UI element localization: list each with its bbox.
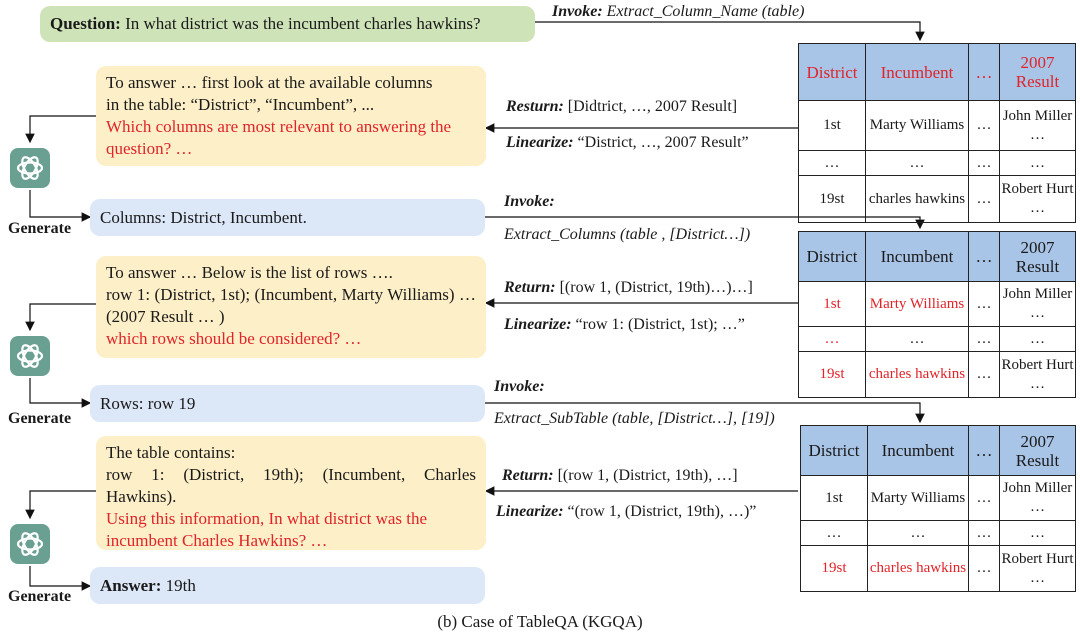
return-2: Return: [(row 1, (District, 19th)…)…] xyxy=(504,279,753,296)
t2-cell: 19st xyxy=(799,352,866,398)
t1-cell: 19st xyxy=(799,176,866,223)
t3-header-district: District xyxy=(801,426,868,476)
invoke-2-label: Invoke: xyxy=(504,193,555,210)
t1-cell: … xyxy=(799,151,866,176)
t1-cell: charles hawkins xyxy=(866,176,969,223)
t3-cell: … xyxy=(868,521,969,546)
t3-header-result: 2007 Result xyxy=(1000,426,1076,476)
t1-cell: … xyxy=(866,151,969,176)
chatgpt-logo-icon xyxy=(10,148,50,188)
t3-cell: … xyxy=(969,476,1000,521)
prompt-box-3 xyxy=(96,436,486,550)
t1-cell: … xyxy=(969,101,1000,151)
table-2 xyxy=(798,231,1076,398)
t2-header-ellipsis: … xyxy=(969,232,1000,282)
prompt-3-question: Using this information, In what district was the incumbent Charles Hawkins? … xyxy=(106,509,428,550)
t1-cell: Robert Hurt … xyxy=(1000,176,1076,223)
linearize-2: Linearize: “row 1: (District, 1st); …” xyxy=(504,316,745,333)
t1-cell: … xyxy=(969,151,1000,176)
t2-cell: … xyxy=(969,282,1000,327)
prompt-2-question: which rows should be considered? … xyxy=(106,329,362,348)
t1-header-district: District xyxy=(799,44,866,101)
t2-cell: … xyxy=(969,327,1000,352)
t2-header-district: District xyxy=(799,232,866,282)
linearize-3: Linearize: “(row 1, (District, 19th), …)” xyxy=(496,503,757,520)
t2-cell: … xyxy=(1000,327,1076,352)
columns-output: Columns: District, Incumbent. xyxy=(100,207,307,227)
t1-header-result: 2007 Result xyxy=(1000,44,1076,101)
answer-box xyxy=(90,567,485,604)
answer-label: Answer: xyxy=(100,575,162,595)
t2-cell: Robert Hurt … xyxy=(1000,352,1076,398)
prompt-1-line2: in the table: “District”, “Incumbent”, ... xyxy=(106,95,375,114)
invoke-1: Invoke: Extract_Column_Name (table) xyxy=(552,3,805,20)
invoke-3-label: Invoke: xyxy=(494,378,545,395)
question-box xyxy=(40,6,535,42)
prompt-2-line1: To answer … Below is the list of rows …. xyxy=(106,263,393,282)
t1-cell: Marty Williams xyxy=(866,101,969,151)
t3-cell: 1st xyxy=(801,476,868,521)
chatgpt-logo-icon xyxy=(10,336,50,376)
t2-cell: … xyxy=(866,327,969,352)
generate-label-2: Generate xyxy=(8,410,72,427)
table-3 xyxy=(800,425,1076,592)
generate-label-3: Generate xyxy=(8,588,72,605)
t3-cell: charles hawkins xyxy=(868,546,969,592)
t3-cell: … xyxy=(969,521,1000,546)
t2-header-incumbent: Incumbent xyxy=(866,232,969,282)
t2-cell: … xyxy=(799,327,866,352)
prompt-box-2 xyxy=(96,256,486,358)
prompt-1-line1: To answer … first look at the available columns xyxy=(106,73,433,92)
t3-cell: John Miller … xyxy=(1000,476,1076,521)
chatgpt-logo-icon xyxy=(10,524,50,564)
return-1: Resturn: [Didtrict, …, 2007 Result] xyxy=(506,98,738,115)
question-text: In what district was the incumbent charles hawkins? xyxy=(120,14,481,33)
t2-cell: … xyxy=(969,352,1000,398)
t3-cell: Marty Williams xyxy=(868,476,969,521)
t2-cell: charles hawkins xyxy=(866,352,969,398)
t3-cell: … xyxy=(1000,521,1076,546)
return-3: Return: [(row 1, (District, 19th), …] xyxy=(502,467,738,484)
rows-output: Rows: row 19 xyxy=(100,393,196,413)
invoke-2-fn: Extract_Columns (table , [District…]) xyxy=(504,226,751,243)
t1-cell: … xyxy=(969,176,1000,223)
prompt-3-line2: row 1: (District, 19th); (Incumbent, Charles Hawkins). xyxy=(106,465,476,506)
question-label: Question: xyxy=(50,14,121,33)
prompt-box-1 xyxy=(96,66,486,166)
t2-header-result: 2007 Result xyxy=(1000,232,1076,282)
table-1 xyxy=(798,43,1076,223)
t2-cell: Marty Williams xyxy=(866,282,969,327)
t1-header-ellipsis: … xyxy=(969,44,1000,101)
rows-output-box xyxy=(90,385,485,422)
t2-cell: 1st xyxy=(799,282,866,327)
t2-cell: John Miller … xyxy=(1000,282,1076,327)
linearize-1: Linearize: “District, …, 2007 Result” xyxy=(506,134,749,151)
prompt-2-line2: row 1: (District, 1st); (Incumbent, Marty Williams) … (2007 Result … ) xyxy=(106,285,476,326)
t1-header-incumbent: Incumbent xyxy=(866,44,969,101)
generate-label-1: Generate xyxy=(8,220,72,237)
t1-cell: John Miller … xyxy=(1000,101,1076,151)
invoke-3-fn: Extract_SubTable (table, [District…], [19]) xyxy=(494,410,775,427)
t3-cell: … xyxy=(801,521,868,546)
t1-cell: 1st xyxy=(799,101,866,151)
t3-header-ellipsis: … xyxy=(969,426,1000,476)
prompt-1-question: Which columns are most relevant to answering the question? … xyxy=(106,117,452,158)
t3-header-incumbent: Incumbent xyxy=(868,426,969,476)
figure-caption: (b) Case of TableQA (KGQA) xyxy=(437,612,643,631)
t1-cell: … xyxy=(1000,151,1076,176)
columns-output-box xyxy=(90,199,485,236)
prompt-3-line1: The table contains: xyxy=(106,443,236,462)
t3-cell: Robert Hurt … xyxy=(1000,546,1076,592)
answer-text: 19th xyxy=(161,575,196,595)
t3-cell: … xyxy=(969,546,1000,592)
t3-cell: 19st xyxy=(801,546,868,592)
